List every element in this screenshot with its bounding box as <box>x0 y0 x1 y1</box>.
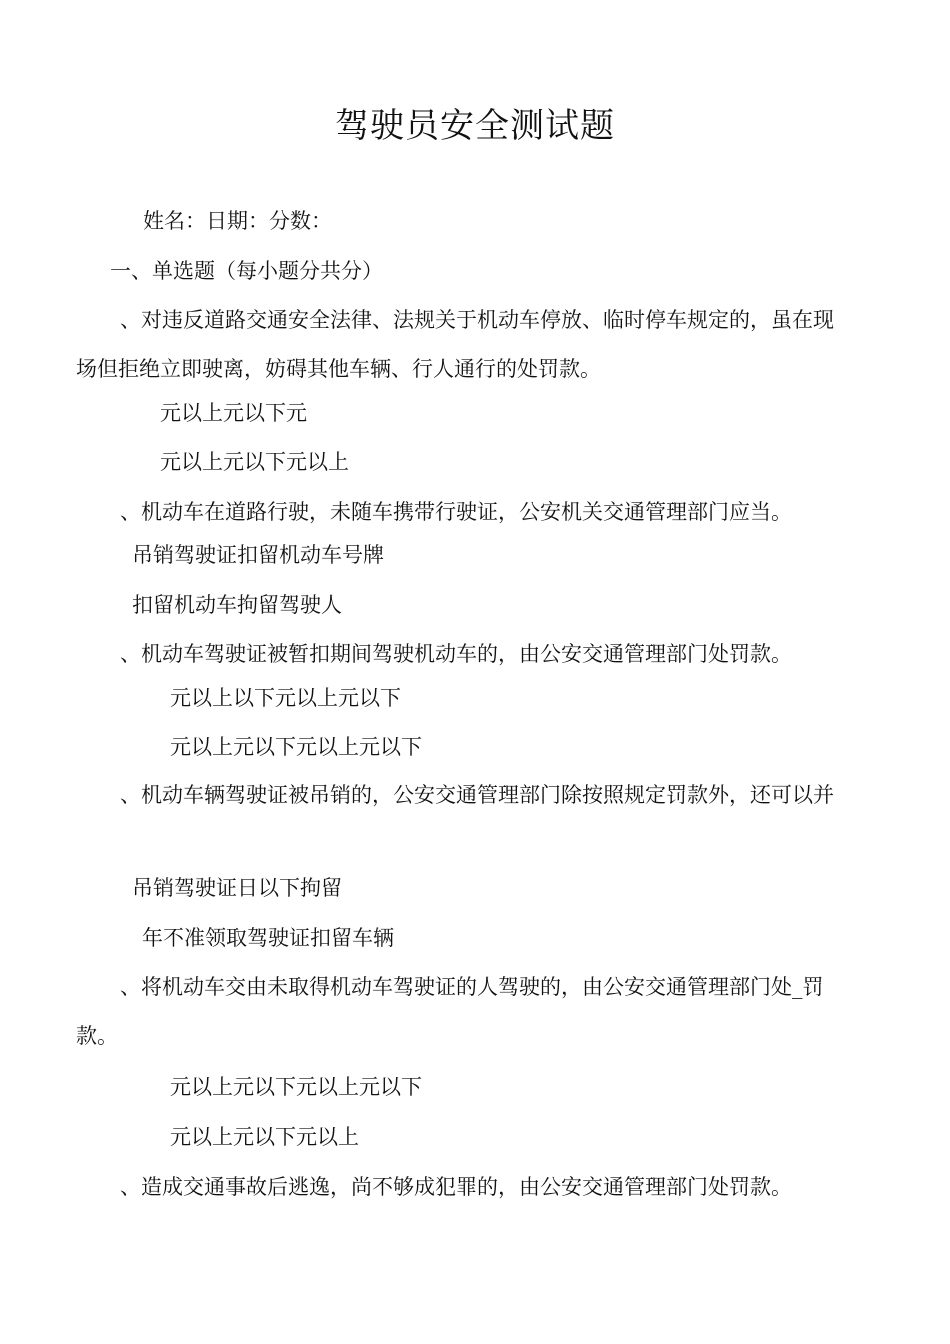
header-fields: 姓名：日期：分数： <box>143 209 332 233</box>
question-6-stem-line-1: 、造成交通事故后逃逸，尚不够成犯罪的，由公安交通管理部门处罚款。 <box>120 1175 792 1199</box>
question-1-option-1: 元以上元以下元 <box>160 401 307 425</box>
section-heading: 一、单选题（每小题分共分） <box>110 259 383 283</box>
question-5-stem-line-1: 、将机动车交由未取得机动车驾驶证的人驾驶的，由公安交通管理部门处_罚 <box>120 975 824 999</box>
question-5-stem-line-2: 款。 <box>76 1024 118 1048</box>
question-5-option-2: 元以上元以下元以上 <box>170 1125 359 1149</box>
question-3-stem-line-1: 、机动车驾驶证被暂扣期间驾驶机动车的，由公安交通管理部门处罚款。 <box>120 642 792 666</box>
question-3-option-1: 元以上以下元以上元以下 <box>170 686 401 710</box>
question-3-option-2: 元以上元以下元以上元以下 <box>170 735 422 759</box>
question-1-option-2: 元以上元以下元以上 <box>160 450 349 474</box>
question-4-option-2: 年不准领取驾驶证扣留车辆 <box>142 926 394 950</box>
question-1-stem-line-2: 场但拒绝立即驶离，妨碍其他车辆、行人通行的处罚款。 <box>76 357 601 381</box>
question-4-stem-line-1: 、机动车辆驾驶证被吊销的，公安交通管理部门除按照规定罚款外，还可以并 <box>120 783 834 807</box>
question-1-stem-line-1: 、对违反道路交通安全法律、法规关于机动车停放、临时停车规定的，虽在现 <box>120 308 834 332</box>
question-4-option-1: 吊销驾驶证日以下拘留 <box>132 876 342 900</box>
question-2-option-2: 扣留机动车拘留驾驶人 <box>132 593 342 617</box>
question-2-stem-line-1: 、机动车在道路行驶，未随车携带行驶证，公安机关交通管理部门应当。 <box>120 500 792 524</box>
question-5-option-1: 元以上元以下元以上元以下 <box>170 1075 422 1099</box>
document-title: 驾驶员安全测试题 <box>335 106 615 146</box>
question-2-option-1: 吊销驾驶证扣留机动车号牌 <box>132 543 384 567</box>
